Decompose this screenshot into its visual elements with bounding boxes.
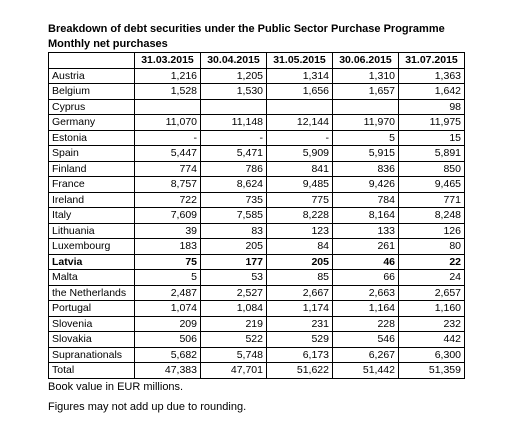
value-cell: 232 xyxy=(399,316,465,332)
value-cell: 66 xyxy=(333,270,399,286)
country-cell: the Netherlands xyxy=(49,285,135,301)
table-header-row xyxy=(49,53,465,69)
value-cell: 1,528 xyxy=(135,84,201,100)
value-cell: 47,383 xyxy=(135,363,201,379)
value-cell: 1,205 xyxy=(201,68,267,84)
value-cell: 1,657 xyxy=(333,84,399,100)
value-cell: 75 xyxy=(135,254,201,270)
value-cell: 123 xyxy=(267,223,333,239)
value-cell xyxy=(333,99,399,115)
value-cell: 22 xyxy=(399,254,465,270)
value-cell: 51,359 xyxy=(399,363,465,379)
value-cell: 522 xyxy=(201,332,267,348)
table-row xyxy=(49,99,465,115)
value-cell: 442 xyxy=(399,332,465,348)
table-row xyxy=(49,208,465,224)
header-cell-date: 31.07.2015 xyxy=(399,53,465,69)
value-cell: 1,642 xyxy=(399,84,465,100)
value-cell: 735 xyxy=(201,192,267,208)
value-cell: 1,164 xyxy=(333,301,399,317)
value-cell: 133 xyxy=(333,223,399,239)
country-cell: Germany xyxy=(49,115,135,131)
value-cell: 784 xyxy=(333,192,399,208)
value-cell: 1,084 xyxy=(201,301,267,317)
value-cell: 5 xyxy=(135,270,201,286)
table-row xyxy=(49,161,465,177)
country-cell: Luxembourg xyxy=(49,239,135,255)
value-cell: 5,891 xyxy=(399,146,465,162)
table-row xyxy=(49,192,465,208)
table-row xyxy=(49,363,465,379)
value-cell: 11,970 xyxy=(333,115,399,131)
value-cell: - xyxy=(135,130,201,146)
value-cell: 5,909 xyxy=(267,146,333,162)
table-row xyxy=(49,130,465,146)
value-cell: 6,173 xyxy=(267,347,333,363)
value-cell: 183 xyxy=(135,239,201,255)
country-cell: Cyprus xyxy=(49,99,135,115)
table-row xyxy=(49,68,465,84)
country-cell: Slovakia xyxy=(49,332,135,348)
country-cell: Spain xyxy=(49,146,135,162)
value-cell: 98 xyxy=(399,99,465,115)
value-cell: 7,585 xyxy=(201,208,267,224)
table-row xyxy=(49,223,465,239)
value-cell: 6,300 xyxy=(399,347,465,363)
value-cell: 84 xyxy=(267,239,333,255)
country-cell: Estonia xyxy=(49,130,135,146)
value-cell: 5,447 xyxy=(135,146,201,162)
value-cell: 51,622 xyxy=(267,363,333,379)
table-row xyxy=(49,301,465,317)
value-cell: 219 xyxy=(201,316,267,332)
value-cell: - xyxy=(267,130,333,146)
value-cell: 2,527 xyxy=(201,285,267,301)
header-cell-date: 31.03.2015 xyxy=(135,53,201,69)
value-cell: 24 xyxy=(399,270,465,286)
country-cell: Supranationals xyxy=(49,347,135,363)
value-cell: 5,915 xyxy=(333,146,399,162)
value-cell: 775 xyxy=(267,192,333,208)
value-cell: 46 xyxy=(333,254,399,270)
value-cell: 85 xyxy=(267,270,333,286)
header-cell-date: 30.06.2015 xyxy=(333,53,399,69)
value-cell: 11,975 xyxy=(399,115,465,131)
value-cell: 850 xyxy=(399,161,465,177)
table-body xyxy=(49,68,465,378)
document xyxy=(48,22,465,415)
value-cell: 2,667 xyxy=(267,285,333,301)
value-cell: 47,701 xyxy=(201,363,267,379)
value-cell: 8,624 xyxy=(201,177,267,193)
country-cell: Finland xyxy=(49,161,135,177)
country-cell: Austria xyxy=(49,68,135,84)
country-cell: Slovenia xyxy=(49,316,135,332)
country-cell: Total xyxy=(49,363,135,379)
value-cell: 8,248 xyxy=(399,208,465,224)
value-cell: 1,314 xyxy=(267,68,333,84)
header-cell-date: 30.04.2015 xyxy=(201,53,267,69)
value-cell xyxy=(201,99,267,115)
value-cell: 2,657 xyxy=(399,285,465,301)
value-cell: 205 xyxy=(267,254,333,270)
country-cell: Belgium xyxy=(49,84,135,100)
value-cell: 2,663 xyxy=(333,285,399,301)
value-cell: 209 xyxy=(135,316,201,332)
country-cell: Malta xyxy=(49,270,135,286)
value-cell: 39 xyxy=(135,223,201,239)
value-cell: 8,228 xyxy=(267,208,333,224)
value-cell: 8,757 xyxy=(135,177,201,193)
note-rounding: Figures may not add up due to rounding. xyxy=(48,400,247,413)
value-cell: 506 xyxy=(135,332,201,348)
value-cell: 177 xyxy=(201,254,267,270)
value-cell: 12,144 xyxy=(267,115,333,131)
value-cell: 5,471 xyxy=(201,146,267,162)
header-cell-country xyxy=(49,53,135,69)
purchases-table xyxy=(48,52,465,379)
document-title: Breakdown of debt securities under the Public Sector Purchase Programme xyxy=(48,23,445,35)
value-cell: 9,465 xyxy=(399,177,465,193)
value-cell: 546 xyxy=(333,332,399,348)
table-row xyxy=(49,316,465,332)
value-cell: 1,216 xyxy=(135,68,201,84)
value-cell: 9,426 xyxy=(333,177,399,193)
value-cell: 228 xyxy=(333,316,399,332)
value-cell: 6,267 xyxy=(333,347,399,363)
value-cell: 51,442 xyxy=(333,363,399,379)
country-cell: Italy xyxy=(49,208,135,224)
value-cell: 1,363 xyxy=(399,68,465,84)
value-cell: 1,656 xyxy=(267,84,333,100)
table-row xyxy=(49,146,465,162)
value-cell: 126 xyxy=(399,223,465,239)
value-cell xyxy=(267,99,333,115)
value-cell: 261 xyxy=(333,239,399,255)
value-cell: 8,164 xyxy=(333,208,399,224)
value-cell: 53 xyxy=(201,270,267,286)
value-cell: 5,748 xyxy=(201,347,267,363)
table-row xyxy=(49,270,465,286)
country-cell: Ireland xyxy=(49,192,135,208)
value-cell: 5,682 xyxy=(135,347,201,363)
value-cell: 1,530 xyxy=(201,84,267,100)
table-row xyxy=(49,239,465,255)
value-cell xyxy=(135,99,201,115)
value-cell: 836 xyxy=(333,161,399,177)
value-cell: 2,487 xyxy=(135,285,201,301)
value-cell: 83 xyxy=(201,223,267,239)
table-row xyxy=(49,332,465,348)
value-cell: 1,174 xyxy=(267,301,333,317)
country-cell: Portugal xyxy=(49,301,135,317)
value-cell: 771 xyxy=(399,192,465,208)
table-row xyxy=(49,115,465,131)
country-cell: Latvia xyxy=(49,254,135,270)
document-subtitle: Monthly net purchases xyxy=(48,38,168,50)
value-cell: 15 xyxy=(399,130,465,146)
value-cell: 841 xyxy=(267,161,333,177)
value-cell: 786 xyxy=(201,161,267,177)
table-row xyxy=(49,347,465,363)
value-cell: 9,485 xyxy=(267,177,333,193)
value-cell: 11,070 xyxy=(135,115,201,131)
value-cell: - xyxy=(201,130,267,146)
value-cell: 80 xyxy=(399,239,465,255)
table-row xyxy=(49,254,465,270)
value-cell: 231 xyxy=(267,316,333,332)
value-cell: 7,609 xyxy=(135,208,201,224)
value-cell: 1,310 xyxy=(333,68,399,84)
value-cell: 5 xyxy=(333,130,399,146)
table-row xyxy=(49,177,465,193)
note-book-value: Book value in EUR millions. xyxy=(48,380,184,393)
value-cell: 11,148 xyxy=(201,115,267,131)
value-cell: 722 xyxy=(135,192,201,208)
country-cell: France xyxy=(49,177,135,193)
country-cell: Lithuania xyxy=(49,223,135,239)
table-row xyxy=(49,84,465,100)
table-row xyxy=(49,285,465,301)
value-cell: 1,160 xyxy=(399,301,465,317)
value-cell: 774 xyxy=(135,161,201,177)
value-cell: 529 xyxy=(267,332,333,348)
value-cell: 1,074 xyxy=(135,301,201,317)
header-cell-date: 31.05.2015 xyxy=(267,53,333,69)
value-cell: 205 xyxy=(201,239,267,255)
